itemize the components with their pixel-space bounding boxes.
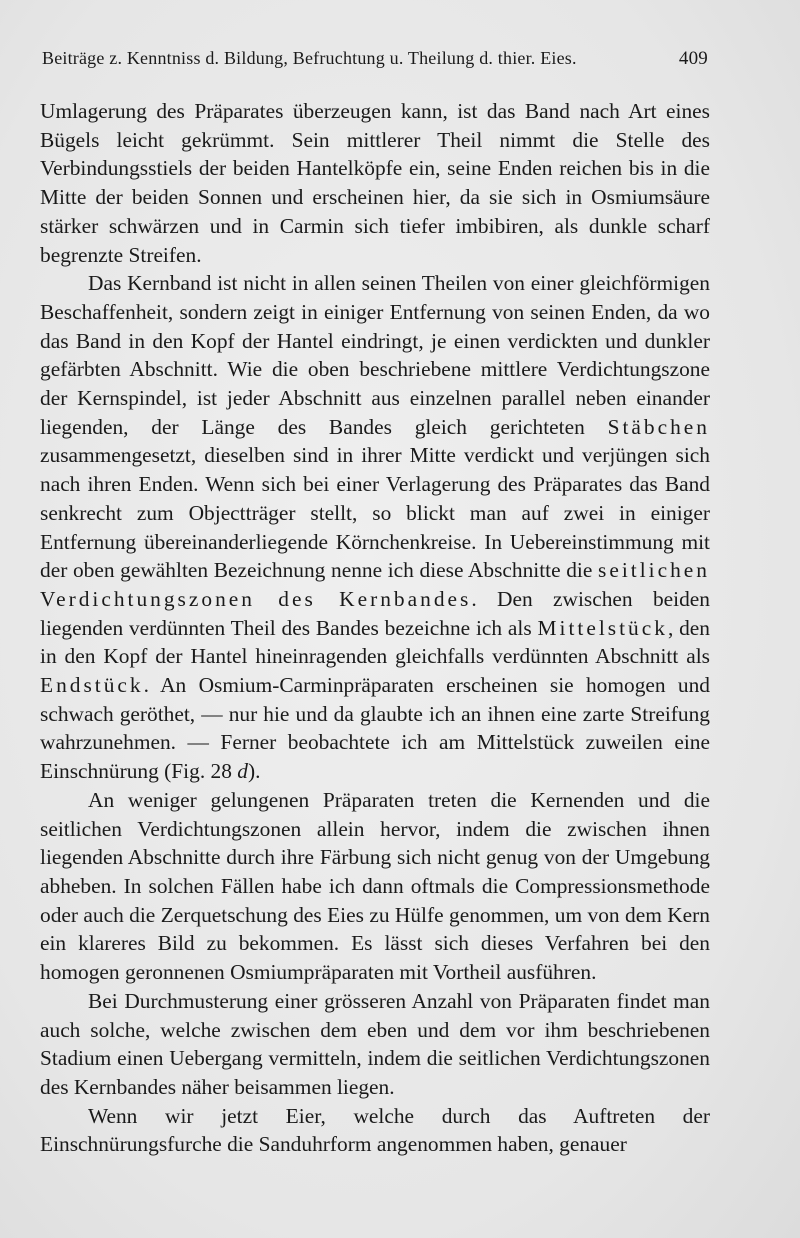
running-head (42, 48, 708, 78)
running-title: Beiträge z. Kenntniss d. Bildung, Befruchtung u. Theilung d. thier. Eies. (42, 48, 577, 68)
text-run: Wenn wir jetzt Eier, welche durch das Auftreten der Einschnürungsfurche die Sanduhrform angenommen haben, genauer (40, 1103, 710, 1157)
text-run: . An Osmium-Carminpräparaten erscheinen sie homogen und schwach geröthet, — nur hie und da glaubte ich an ihnen eine zarte Streifung wahrzunehmen. — Ferner beobachtete ich am Mittelstück zuweilen eine Einschnürung (Fig. 28 (40, 673, 710, 784)
paragraph (40, 97, 710, 269)
italic-text: d (237, 759, 248, 784)
paragraph (40, 269, 710, 786)
paragraph (40, 786, 710, 987)
text-run: An weniger gelungenen Präparaten treten die Kernenden und die seitlichen Verdichtungszonen allein hervor, indem die zwischen ihnen liegenden Abschnitte durch ihre Färbung sich nicht genug von der Umgebung abheben. In solchen Fällen habe ich dann oftmals die Compressionsmethode oder auch die Zerquetschung des Eies zu Hülfe genommen, um von dem Kern ein klareres Bild zu bekommen. Es lässt sich dieses Verfahren bei den homogen geronnenen Osmiumpräparaten mit Vortheil ausführen. (40, 787, 710, 985)
text-run: . Den zwischen beiden liegenden verdünnten Theil des Bandes bezeichne ich als (40, 586, 710, 640)
text-run: zusammengesetzt, dieselben sind in ihrer Mitte verdickt und verjüngen sich nach ihren Enden. Wenn sich bei einer Verlagerung des Präparates das Band senkrecht zum Objectträger stellt, so blickt man auf zwei in einiger Entfernung übereinanderliegende Körnchenkreise. In Uebereinstimmung mit der oben gewählten Bezeichnung nenne ich diese Abschnitte die (40, 443, 710, 583)
paragraph (40, 1102, 710, 1159)
text-run: Umlagerung des Präparates überzeugen kann, ist das Band nach Art eines Bügels leicht gekrümmt. Sein mittlerer Theil nimmt die Stelle des Verbindungsstiels der beiden Hantelköpfe ein, seine Enden reichen bis in die Mitte der beiden Sonnen und erscheinen hier, da sie sich in Osmiumsäure stärker schwärzen und in Carmin sich tiefer imbibiren, als dunkle scharf begrenzte Streifen. (40, 99, 710, 267)
paragraph (40, 987, 710, 1102)
page-number: 409 (678, 48, 708, 69)
text-run: Das Kernband ist nicht in allen seinen Theilen von einer gleichförmigen Beschaffenheit, sondern zeigt in einiger Entfernung von seinen Enden, da wo das Band in den Kopf der Hantel eindringt, je einen verdickten und dunkler gefärbten Abschnitt. Wie die oben beschriebene mittlere Verdichtungszone der Kernspindel, ist jeder Abschnitt aus einzelnen parallel neben einander liegenden, der Länge des Bandes gleich gerichteten (40, 271, 710, 439)
text-run: ). (247, 759, 261, 784)
spaced-emphasis: Endstück (40, 673, 144, 698)
spaced-emphasis: Mittelstück (537, 615, 668, 640)
text-run: Bei Durchmusterung einer grösseren Anzahl von Präparaten findet man auch solche, welche zwischen dem eben und dem vor ihm beschriebenen Stadium einen Uebergang vermitteln, indem die seitlichen Verdichtungszonen des Kernbandes näher beisammen liegen. (40, 988, 710, 1099)
body-text (40, 97, 710, 1159)
spaced-emphasis: seitlichen Verdichtungszonen des Kernbandes (40, 558, 710, 611)
text-run: , den in den Kopf der Hantel hineinragenden gleichfalls verdünnten Abschnitt als (40, 615, 710, 669)
spaced-emphasis: Stäbchen (607, 414, 710, 439)
